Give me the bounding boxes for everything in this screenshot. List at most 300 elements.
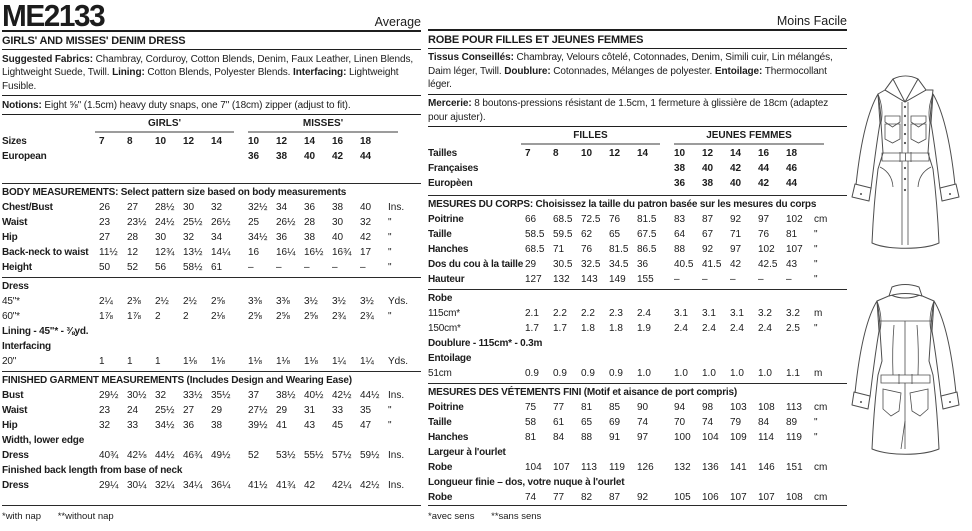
garment-title-french: ROBE POUR FILLES ET JEUNES FEMMES [428, 31, 847, 49]
table-cell: 3⅜ [248, 296, 262, 307]
row-label: Poitrine [428, 402, 464, 413]
table-cell: 39½ [248, 420, 268, 431]
table-row [428, 272, 847, 287]
table-cell: 8 [127, 136, 133, 147]
table-cell: 107 [553, 462, 570, 473]
row-label: Dos du cou à la taille [428, 259, 524, 270]
body-measurements [428, 212, 847, 287]
table-cell: 38½ [276, 390, 296, 401]
unit-cell: " [388, 262, 392, 273]
table-cell: 100 [674, 432, 691, 443]
row-label: Poitrine [428, 214, 464, 225]
row-label: Hip [2, 232, 18, 243]
table-cell: – [360, 262, 366, 273]
table-cell: 1.0 [730, 368, 744, 379]
table-cell: 1 [99, 356, 105, 367]
row-label: Tailles [428, 148, 457, 159]
table-cell: 104 [702, 432, 719, 443]
table-cell: 106 [702, 492, 719, 503]
table-cell: – [702, 274, 708, 285]
table-cell: 46 [786, 163, 798, 174]
table-row [2, 388, 421, 403]
table-cell: 2⅝ [248, 311, 262, 322]
text-segment: Lining [2, 326, 31, 337]
table-cell: 27 [183, 405, 195, 416]
unit-cell: cm [814, 462, 828, 473]
table-cell: 143 [581, 274, 598, 285]
table-cell: 38 [674, 163, 686, 174]
table-cell: 36 [248, 151, 260, 162]
table-cell: 107 [786, 244, 803, 255]
section-heading: FINISHED GARMENT MEASUREMENTS (Includes Design and Wearing Ease) [2, 375, 352, 386]
row-label: Robe [428, 462, 453, 473]
unit-cell: Ins. [388, 480, 405, 491]
table-cell: 3.1 [702, 308, 716, 319]
table-cell: 58 [525, 417, 537, 428]
table-cell: – [304, 262, 310, 273]
table-cell: 32½ [248, 202, 268, 213]
table-cell: – [276, 262, 282, 273]
table-cell: 40 [304, 151, 316, 162]
table-cell: 81.5 [609, 244, 629, 255]
table-cell: – [758, 274, 764, 285]
table-cell: 8 [553, 148, 559, 159]
table-cell: 74 [637, 417, 649, 428]
table-cell: 12 [609, 148, 621, 159]
table-cell: 0.9 [609, 368, 623, 379]
table-cell: 40.5 [674, 259, 694, 270]
table-cell: 109 [730, 432, 747, 443]
table-cell: 30 [183, 202, 195, 213]
table-cell: 16½ [304, 247, 324, 258]
table-cell: 2.4 [637, 308, 651, 319]
row-label: Taille [428, 229, 452, 240]
table-row [428, 430, 847, 445]
text-segment: Chambray, Corduroy, Cotton Blends, Denim, Faux Leather, Linen Blends, Lightweight Suede, Twill. [2, 53, 414, 78]
table-cell: 34 [211, 232, 223, 243]
table-cell: 2½ [183, 296, 197, 307]
unit-cell: Yds. [388, 296, 409, 307]
table-cell: 10 [581, 148, 593, 159]
table-cell: 24 [127, 405, 139, 416]
table-cell: 42 [332, 151, 344, 162]
section-divider [2, 183, 421, 184]
table-cell: 61 [553, 417, 565, 428]
yardage [428, 291, 847, 381]
table-cell: 0.9 [553, 368, 567, 379]
table-row [428, 460, 847, 475]
table-cell: 32 [360, 217, 372, 228]
table-cell: 18 [786, 148, 798, 159]
notions-paragraph-english [2, 96, 421, 115]
table-cell: 42⅛ [127, 450, 147, 461]
table-row [428, 242, 847, 257]
size-rows [428, 146, 847, 193]
footnote-without-nap: **without nap [57, 511, 114, 522]
text-segment: 8 boutons-pressions résistant de 1.5cm, 1 fermeture à glissière de 18cm (adaptez pour ajuster). [428, 98, 829, 123]
table-row [2, 245, 421, 260]
table-cell: 42½ [360, 480, 380, 491]
table-cell: 44 [360, 151, 372, 162]
text-segment: - 45"* - ⅜yd. [30, 326, 89, 337]
table-cell: 27 [127, 202, 139, 213]
table-cell: 29 [211, 405, 223, 416]
table-cell: 36¼ [211, 480, 231, 491]
table-row [2, 463, 421, 478]
table-cell: 97 [730, 244, 742, 255]
table-cell: 49½ [211, 450, 231, 461]
row-label: Waist [2, 405, 28, 416]
table-cell: – [248, 262, 254, 273]
table-cell: 61 [211, 262, 223, 273]
table-cell: 23 [99, 217, 111, 228]
table-cell: 40½ [304, 390, 324, 401]
row-label: Dress [2, 450, 29, 461]
table-cell: 75 [525, 402, 537, 413]
table-cell: 32.5 [581, 259, 601, 270]
table-cell: 25 [248, 217, 260, 228]
table-cell: – [332, 262, 338, 273]
table-cell: 2¾ [332, 311, 346, 322]
table-cell: 82 [581, 492, 593, 503]
row-label: Dress [2, 281, 29, 292]
table-cell: 0.9 [525, 368, 539, 379]
table-cell: 33 [332, 405, 344, 416]
table-cell: 87 [609, 492, 621, 503]
size-group-label: MISSES' [248, 117, 398, 133]
table-cell: 92 [637, 492, 649, 503]
table-cell: 2⅜ [127, 296, 141, 307]
table-cell: 108 [786, 492, 803, 503]
table-cell: 1.7 [553, 323, 567, 334]
section-divider [428, 195, 847, 196]
table-cell: 3.1 [730, 308, 744, 319]
table-row [2, 433, 421, 448]
table-cell: 32 [155, 390, 167, 401]
table-cell: 42 [758, 178, 770, 189]
table-cell: 98 [702, 402, 714, 413]
table-cell: 2½ [155, 296, 169, 307]
table-cell: 43 [786, 259, 798, 270]
table-cell: 41¾ [276, 480, 296, 491]
footnote-french [428, 505, 847, 522]
table-cell: 76 [581, 244, 593, 255]
table-cell: 12 [276, 136, 288, 147]
table-cell: 43 [304, 420, 316, 431]
row-label: 115cm* [428, 308, 460, 319]
text-segment: Notions: [2, 99, 42, 111]
table-cell: 33½ [183, 390, 203, 401]
table-row [2, 200, 421, 215]
table-cell: 3⅜ [276, 296, 290, 307]
text-segment: Interfacing: [293, 67, 347, 78]
table-cell: 52 [127, 262, 139, 273]
table-row [2, 279, 421, 294]
table-cell: 146 [758, 462, 775, 473]
table-cell: 10 [248, 136, 260, 147]
table-cell: 40¾ [99, 450, 119, 461]
table-cell: 119 [609, 462, 625, 473]
unit-cell: " [388, 311, 392, 322]
table-cell: 1.7 [525, 323, 539, 334]
table-cell: 3.1 [674, 308, 688, 319]
text-segment: Entoilage: [714, 65, 763, 77]
table-cell: 67.5 [637, 229, 657, 240]
table-cell: 58.5 [525, 229, 545, 240]
table-cell: 85 [609, 402, 621, 413]
table-cell: 65 [609, 229, 621, 240]
row-label: 45"* [2, 296, 20, 307]
table-cell: 34½ [155, 420, 175, 431]
table-cell: 108 [758, 402, 775, 413]
table-row [428, 475, 847, 490]
table-cell: 2⅝ [211, 296, 225, 307]
text-segment: Tissus Conseillés: [428, 52, 514, 63]
table-cell: 34½ [248, 232, 268, 243]
table-cell: 29½ [99, 390, 119, 401]
table-cell: 2.4 [702, 323, 716, 334]
table-cell: 89 [786, 417, 798, 428]
table-cell: 81 [525, 432, 537, 443]
table-row [428, 351, 847, 366]
table-cell: 36 [637, 259, 649, 270]
table-row [428, 291, 847, 306]
unit-cell: Yds. [388, 356, 409, 367]
table-cell: 34.5 [609, 259, 629, 270]
text-segment: Eight ⅝" (1.5cm) heavy duty snaps, one 7" (18cm) zipper (adjust to fit). [41, 99, 351, 111]
table-cell: 67 [702, 229, 714, 240]
table-cell: 32¼ [155, 480, 175, 491]
table-row [428, 366, 847, 381]
table-cell: 68.5 [525, 244, 545, 255]
table-cell: 32 [211, 202, 223, 213]
dress-back-line-art [852, 285, 959, 455]
row-label: Width, lower edge [2, 435, 85, 446]
dress-front-line-art [852, 76, 959, 248]
table-row [428, 445, 847, 460]
table-cell: 59½ [360, 450, 380, 461]
section-divider [2, 277, 421, 278]
table-cell: 23 [99, 405, 111, 416]
garment-illustrations [847, 3, 969, 522]
section-heading: MESURES DU CORPS: Choisissez la taille du patron basée sur les mesures du corps [428, 199, 817, 210]
table-cell: 40 [702, 163, 714, 174]
row-label: Bust [2, 390, 24, 401]
text-segment: - 115cm* - 0.3m [470, 338, 543, 349]
table-cell: 1¼ [360, 356, 374, 367]
fabrics-paragraph-french [428, 49, 847, 95]
table-cell: 44 [758, 163, 770, 174]
table-row [428, 257, 847, 272]
table-cell: 149 [609, 274, 626, 285]
unit-cell: m [814, 308, 823, 319]
table-row [2, 478, 421, 493]
table-cell: 52 [248, 450, 260, 461]
row-label: Entoilage [428, 353, 472, 364]
table-cell: 42½ [332, 390, 352, 401]
row-label: 60"* [2, 311, 20, 322]
table-cell: 1⅛ [276, 356, 290, 367]
unit-cell: " [814, 274, 818, 285]
table-cell: 81 [786, 229, 798, 240]
table-cell: 28½ [155, 202, 175, 213]
table-cell: 16 [248, 247, 260, 258]
table-row [2, 403, 421, 418]
unit-cell: " [388, 405, 392, 416]
table-cell: 1.0 [702, 368, 716, 379]
table-cell: 94 [674, 402, 686, 413]
table-cell: 36 [674, 178, 686, 189]
footnote-with-nap: *with nap [2, 511, 42, 522]
table-cell: 2.3 [609, 308, 623, 319]
table-cell: 71 [730, 229, 742, 240]
finished-measurements [428, 400, 847, 505]
table-cell: 107 [758, 492, 775, 503]
table-row [2, 134, 421, 149]
table-cell: 42¼ [332, 480, 352, 491]
table-cell: 127 [525, 274, 542, 285]
table-cell: 14 [211, 136, 223, 147]
table-row [428, 490, 847, 505]
table-row [428, 161, 847, 176]
dress-back-illustration [847, 267, 964, 531]
table-cell: 42 [304, 480, 316, 491]
table-cell: 38 [304, 232, 316, 243]
table-cell: 132 [553, 274, 570, 285]
unit-cell: cm [814, 214, 828, 225]
table-cell: 42 [730, 163, 742, 174]
unit-cell: " [814, 244, 818, 255]
table-cell: 29 [276, 405, 288, 416]
table-cell: 41½ [248, 480, 268, 491]
table-cell: 27½ [248, 405, 268, 416]
table-cell: 1.0 [674, 368, 688, 379]
table-cell: 102 [786, 214, 803, 225]
table-cell: 97 [637, 432, 649, 443]
table-row [2, 354, 421, 369]
notions-paragraph-french [428, 95, 847, 128]
table-row [2, 324, 421, 339]
table-cell: 74 [525, 492, 537, 503]
table-cell: 64 [674, 229, 686, 240]
table-cell: 7 [99, 136, 105, 147]
unit-cell: " [388, 420, 392, 431]
table-cell: 25½ [183, 217, 203, 228]
table-cell: 27 [99, 232, 111, 243]
table-cell: 26½ [276, 217, 296, 228]
size-group-label: GIRLS' [95, 117, 234, 133]
table-cell: 76 [758, 229, 770, 240]
unit-cell: " [388, 232, 392, 243]
table-cell: 1.0 [758, 368, 772, 379]
table-cell: 58½ [183, 262, 203, 273]
text-segment: Thermocollant léger. [428, 65, 827, 90]
table-cell: 1 [127, 356, 133, 367]
table-cell: 1⅛ [248, 356, 262, 367]
table-cell: 2.2 [553, 308, 567, 319]
table-row [2, 418, 421, 433]
table-cell: 56 [155, 262, 167, 273]
table-cell: 1¼ [332, 356, 346, 367]
unit-cell: cm [814, 492, 828, 503]
table-cell: 38 [702, 178, 714, 189]
table-cell: 40 [360, 202, 372, 213]
table-cell: 35½ [211, 390, 231, 401]
size-rows [2, 134, 421, 181]
table-cell: 34 [276, 202, 288, 213]
row-label: Back-neck to waist [2, 247, 89, 258]
table-cell: 36 [183, 420, 195, 431]
table-cell: 25½ [155, 405, 175, 416]
table-cell: 1⅛ [183, 356, 197, 367]
table-cell: – [730, 274, 736, 285]
table-row [428, 321, 847, 336]
row-label: Longueur finie – dos, votre nuque à l'ourlet [428, 477, 625, 488]
table-cell: 44 [786, 178, 798, 189]
table-cell: 36 [276, 232, 288, 243]
row-label: 51cm [428, 368, 452, 379]
table-cell: 66 [525, 214, 537, 225]
table-row [2, 215, 421, 230]
table-row [428, 336, 847, 351]
table-cell: 14 [730, 148, 742, 159]
table-cell: 0.9 [581, 368, 595, 379]
table-cell: 132 [674, 462, 691, 473]
table-cell: 1.8 [609, 323, 623, 334]
size-group-label: JEUNES FEMMES [674, 129, 824, 145]
table-cell: 151 [786, 462, 803, 473]
table-cell: 97 [758, 214, 770, 225]
table-cell: 26½ [211, 217, 231, 228]
table-cell: 3.2 [758, 308, 772, 319]
table-cell: 2.4 [674, 323, 688, 334]
table-cell: 141 [730, 462, 747, 473]
table-cell: 92 [702, 244, 714, 255]
text-segment: Suggested Fabrics: [2, 53, 93, 65]
table-cell: 107 [730, 492, 747, 503]
text-segment: Chambray, Velours côtelé, Cotonnades, Denim, Simili cuir, Lin mélangés, Daim léger, Twill. [428, 52, 833, 77]
table-cell: 65 [581, 417, 593, 428]
table-cell: 32 [183, 232, 195, 243]
french-column [428, 3, 847, 522]
table-cell: 92 [730, 214, 742, 225]
unit-cell: m [814, 368, 823, 379]
table-cell: 2.4 [730, 323, 744, 334]
row-label: Robe [428, 293, 453, 304]
table-cell: 2⅝ [304, 311, 318, 322]
table-cell: 2 [183, 311, 189, 322]
table-cell: 18 [360, 136, 372, 147]
table-cell: 16 [758, 148, 770, 159]
table-cell: 88 [581, 432, 593, 443]
table-cell: 45 [332, 420, 344, 431]
table-row [428, 212, 847, 227]
table-cell: 14 [637, 148, 649, 159]
row-label: Dress [2, 480, 29, 491]
size-group-header [428, 129, 847, 145]
table-cell: 41 [276, 420, 288, 431]
table-cell: – [786, 274, 792, 285]
unit-cell: " [388, 217, 392, 228]
table-cell: 3½ [360, 296, 374, 307]
text-segment: Lightweight Fusible. [2, 67, 399, 92]
measurement-table-english [2, 117, 421, 493]
table-cell: 10 [674, 148, 686, 159]
table-cell: 53½ [276, 450, 296, 461]
english-column [2, 0, 421, 522]
footnote-avec-sens: *avec sens [428, 511, 475, 522]
table-cell: 40 [332, 232, 344, 243]
